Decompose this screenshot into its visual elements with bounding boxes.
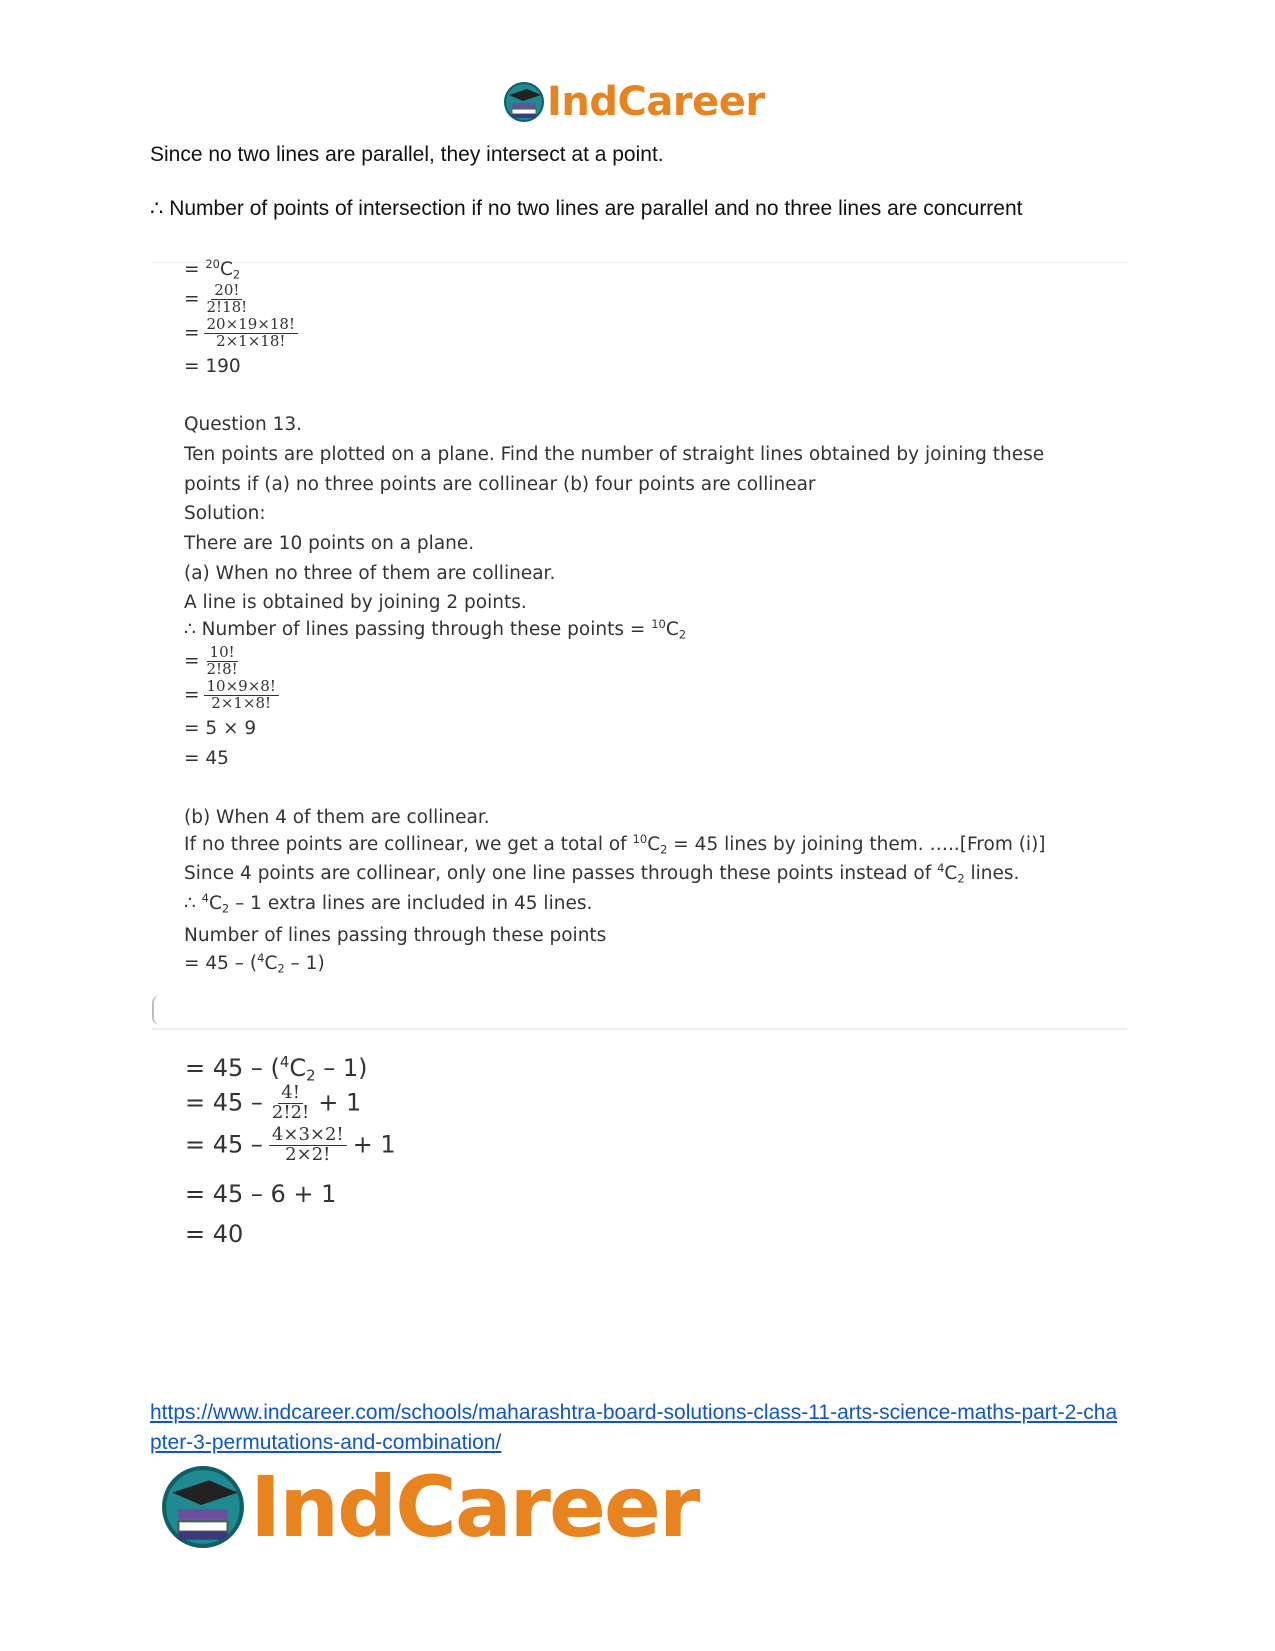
math-line: = 45 – 6 + 1 — [185, 1180, 337, 1208]
solution-text: If no three points are collinear, we get a total of $^{10}C_2 = 45$ lines by joining them. …..[From (i)] — [184, 831, 1046, 857]
indcareer-logo-header[interactable] — [503, 80, 765, 124]
fraction: $\frac{20!}{2!18!}$ — [206, 281, 248, 316]
math-line: = 45 — [184, 748, 229, 769]
question-text: Ten points are plotted on a plane. Find the number of straight lines obtained by joining these — [184, 444, 1045, 465]
intro-paragraph-1: Since no two lines are parallel, they intersect at a point. — [150, 143, 664, 166]
solution-text: Number of lines passing through these points — [184, 925, 607, 946]
solution-text: Since 4 points are collinear, only one line passes through these points instead of $^4C_2$ lines. — [184, 860, 1020, 886]
logo-wordmark: IndCareer — [250, 1458, 699, 1556]
math-line: = 45 – $\frac{4\times 3\times 2!}{2\times 2!}$ + 1 — [185, 1124, 396, 1165]
math-line: = 45 – $\frac{4!}{2!2!}$ + 1 — [185, 1082, 362, 1123]
fraction: $\frac{4!}{2!2!}$ — [271, 1082, 310, 1123]
source-link[interactable]: https://www.indcareer.com/schools/maharashtra-board-solutions-class-11-arts-science-maths-part-2-chapter-3-permutations-and-combination/ — [150, 1401, 1118, 1454]
math-line: = $45 - (^4C_2 - 1)$ — [184, 950, 325, 976]
fraction: $\frac{20\times 19\times 18!}{2\times 1\times 18!}$ — [204, 317, 298, 350]
math-line: = $45 - (^4C_2 - 1)$ — [185, 1052, 368, 1085]
graduation-books-icon — [160, 1464, 246, 1550]
math-line: = 40 — [185, 1220, 244, 1248]
fraction: $\frac{10\times 9\times 8!}{2\times 1\times 8!}$ — [204, 679, 279, 712]
solution-text: ∴ Number of lines passing through these points = $^{10}C_2$ — [184, 616, 687, 642]
question-text: points if (a) no three points are collinear (b) four points are collinear — [184, 474, 816, 495]
indcareer-logo-footer[interactable] — [160, 1458, 699, 1556]
solution-text: There are 10 points on a plane. — [184, 533, 475, 554]
fraction: $\frac{4\times 3\times 2!}{2\times 2!}$ — [269, 1126, 347, 1165]
math-line: = $\frac{10\times 9\times 8!}{2\times 1\times 8!}$ — [184, 679, 279, 712]
solution-screenshot-2 — [185, 1048, 585, 1268]
solution-screenshot-1 — [152, 256, 1127, 1030]
fraction: $\frac{10!}{2!8!}$ — [206, 643, 238, 678]
graduation-books-icon — [503, 81, 545, 123]
crop-bracket — [152, 995, 162, 1025]
math-line: = $\frac{10!}{2!8!}$ — [184, 645, 241, 678]
solution-text: (b) When 4 of them are collinear. — [184, 807, 490, 828]
math-line: = $\frac{20!}{2!18!}$ — [184, 283, 250, 316]
intro-paragraph-2: ∴ Number of points of intersection if no two lines are parallel and no three lines are concurrent — [150, 197, 1023, 220]
solution-label: Solution: — [184, 503, 266, 524]
math-line: = 190 — [184, 356, 241, 377]
question-title: Question 13. — [184, 414, 303, 435]
solution-text: A line is obtained by joining 2 points. — [184, 592, 527, 613]
math-line: = $\frac{20\times 19\times 18!}{2\times 1\times 18!}$ — [184, 317, 298, 350]
solution-text: ∴ $^4C_2 - 1$ extra lines are included in 45 lines. — [184, 890, 593, 916]
math-line: = $^{20}C_2$ — [184, 256, 241, 282]
math-line: = 5 × 9 — [184, 718, 257, 739]
logo-wordmark: IndCareer — [547, 79, 765, 125]
solution-text: (a) When no three of them are collinear. — [184, 563, 556, 584]
